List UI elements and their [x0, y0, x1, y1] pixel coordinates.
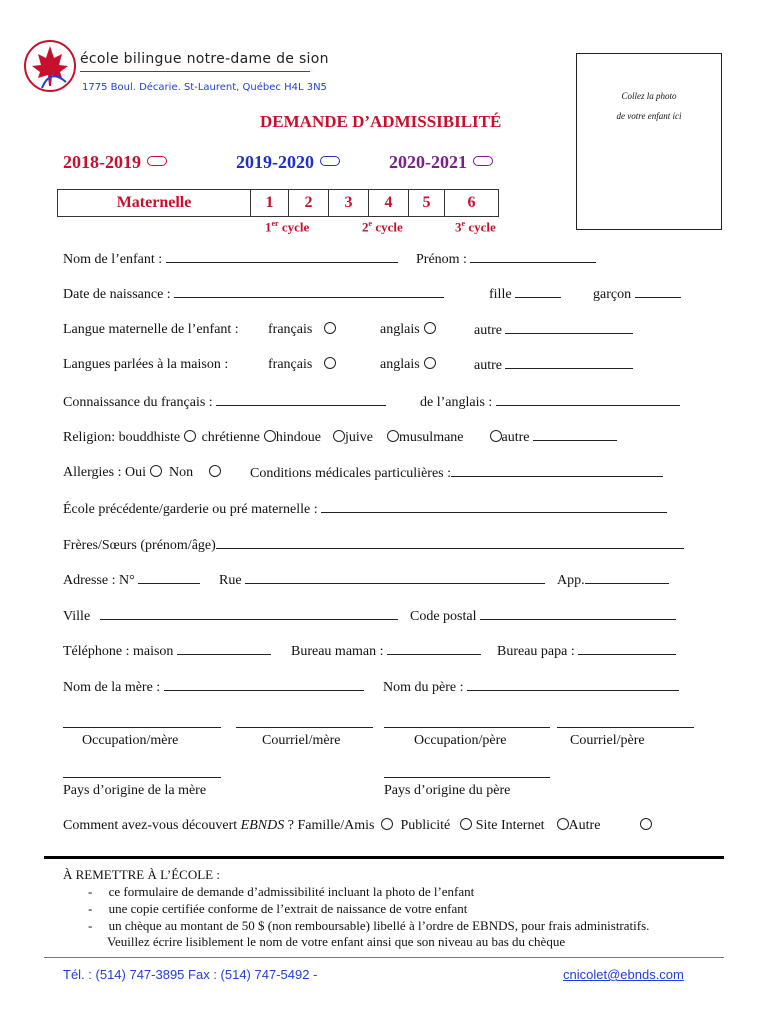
label-de-anglais: de l’anglais :	[420, 395, 493, 410]
label-connaissance-francais: Connaissance du français :	[63, 395, 213, 410]
level-grade-5[interactable]: 5	[409, 190, 445, 217]
row-nom-mere	[63, 679, 364, 696]
school-logo	[22, 38, 78, 94]
radio-icon[interactable]	[324, 357, 336, 369]
label-date-naissance: Date de naissance :	[63, 287, 171, 302]
label-hindoue: hindoue	[275, 430, 321, 445]
religion-autre-field[interactable]	[533, 429, 617, 441]
row-adresse	[63, 572, 200, 589]
cycle-3: 3e cycle	[455, 219, 496, 235]
row-freres	[63, 537, 684, 554]
level-grade-1[interactable]: 1	[251, 190, 289, 217]
prenom-field[interactable]	[470, 251, 596, 263]
option-lm-anglais[interactable]: anglais	[380, 322, 436, 338]
level-grade-2[interactable]: 2	[289, 190, 329, 217]
radio-icon[interactable]	[640, 818, 652, 830]
cycle-2: 2e cycle	[362, 219, 403, 235]
row-conditions	[250, 465, 663, 482]
section-divider	[44, 856, 724, 859]
radio-icon[interactable]	[333, 430, 345, 442]
radio-icon[interactable]	[381, 818, 393, 830]
option-lp-autre: autre	[474, 357, 633, 374]
year-option-3[interactable]	[389, 152, 493, 173]
row-ville	[63, 608, 398, 625]
ville-field[interactable]	[100, 608, 398, 620]
school-name: école bilingue notre-dame de sion	[80, 51, 329, 67]
lp-autre-field[interactable]	[505, 357, 633, 369]
row-date-naissance	[63, 286, 444, 303]
lm-autre-field[interactable]	[505, 322, 633, 334]
label-comment-ebnds: EBNDS	[240, 818, 285, 833]
pays-pere-field[interactable]	[384, 777, 550, 778]
row-religion	[63, 429, 617, 446]
radio-icon[interactable]	[424, 357, 436, 369]
connaissance-francais-field[interactable]	[216, 394, 386, 406]
year-label-1: 2018-2019	[63, 152, 141, 172]
row-code-postal	[410, 608, 676, 625]
date-naissance-field[interactable]	[174, 286, 444, 298]
cycle-1: 1er cycle	[265, 219, 310, 235]
label-ville: Ville	[63, 609, 91, 624]
label-bureau-papa: Bureau papa :	[497, 644, 575, 659]
label-garcon: garçon	[593, 287, 632, 302]
row-app	[557, 572, 669, 589]
radio-icon[interactable]	[264, 430, 276, 442]
label-courriel-mere: Courriel/mère	[262, 733, 341, 748]
year-label-2: 2019-2020	[236, 152, 314, 172]
label-adresse-numero: Adresse : N°	[63, 573, 135, 588]
photo-box-line1: Collez la photo	[621, 91, 677, 101]
row-prenom	[416, 251, 596, 268]
label-site-internet: Site Internet	[475, 818, 545, 833]
label-freres: Frères/Sœurs (prénom/âge)	[63, 538, 216, 553]
label-pays-pere: Pays d’origine du père	[384, 783, 511, 798]
nom-pere-field[interactable]	[467, 679, 679, 691]
row-allergies	[63, 465, 221, 481]
remettre-item-3: - un chèque au montant de 50 $ (non remboursable) libellé à l’ordre de EBNDS, pour frais administratifs.	[88, 918, 650, 933]
fille-field[interactable]	[515, 286, 561, 298]
year-checkbox-3[interactable]	[473, 156, 493, 166]
radio-icon[interactable]	[460, 818, 472, 830]
option-lm-autre: autre	[474, 322, 633, 339]
school-name-underline	[80, 71, 310, 72]
row-bureau-papa	[497, 643, 676, 660]
telephone-maison-field[interactable]	[177, 643, 271, 655]
label-nom-enfant: Nom de l’enfant :	[63, 252, 163, 267]
label-autre-source: Autre	[568, 818, 601, 833]
form-title: DEMANDE D’ADMISSIBILITÉ	[260, 112, 502, 131]
row-bureau-maman	[291, 643, 481, 660]
label-comment-suffix: ? Famille/Amis	[287, 818, 375, 833]
label-langues-maison: Langues parlées à la maison :	[63, 357, 229, 372]
photo-box	[576, 53, 722, 230]
remettre-item-2: - une copie certifiée conforme de l’extrait de naissance de votre enfant	[88, 901, 468, 916]
row-ecole-precedente	[63, 501, 667, 518]
label-allergies-non: Non	[168, 465, 194, 480]
label-juive: juive	[344, 430, 373, 445]
label-nom-mere: Nom de la mère :	[63, 680, 161, 695]
row-connaissance-francais	[63, 394, 386, 411]
freres-field[interactable]	[216, 537, 684, 549]
level-grade-6[interactable]: 6	[445, 190, 499, 217]
label-conditions: Conditions médicales particulières :	[250, 466, 452, 481]
label-comment-prefix: Comment avez-vous découvert	[63, 818, 238, 833]
label-fille: fille	[489, 287, 512, 302]
label-allergies-oui: Allergies : Oui	[63, 465, 146, 480]
school-address: 1775 Boul. Décarie. St-Laurent, Québec H4L 3N5	[82, 82, 327, 93]
label-chretienne: chrétienne	[201, 430, 260, 445]
app-field[interactable]	[585, 572, 669, 584]
label-ecole-precedente: École précédente/garderie ou pré maternelle :	[63, 502, 318, 517]
label-religion: Religion: bouddhiste	[63, 430, 181, 445]
row-nom-enfant	[63, 251, 398, 268]
radio-icon[interactable]	[557, 818, 569, 830]
rue-field[interactable]	[245, 572, 545, 584]
footer-phones: Tél. : (514) 747-3895 Fax : (514) 747-5492 -	[63, 967, 318, 982]
year-checkbox-2[interactable]	[320, 156, 340, 166]
remettre-note: Veuillez écrire lisiblement le nom de votre enfant ainsi que son niveau au bas du chèque	[107, 934, 566, 949]
label-langue-maternelle: Langue maternelle de l’enfant :	[63, 322, 239, 337]
label-occupation-pere: Occupation/père	[414, 733, 507, 748]
row-garcon	[593, 286, 681, 303]
nom-mere-field[interactable]	[164, 679, 364, 691]
year-checkbox-1[interactable]	[147, 156, 167, 166]
radio-icon[interactable]	[209, 465, 221, 477]
pays-mere-field[interactable]	[63, 777, 221, 778]
option-lm-francais[interactable]: français	[268, 322, 336, 338]
label-occupation-mere: Occupation/mère	[82, 733, 179, 748]
conditions-field[interactable]	[451, 465, 663, 477]
label-religion-autre: autre	[501, 430, 530, 445]
maple-leaf-logo-icon	[22, 38, 78, 94]
level-grade-3[interactable]: 3	[329, 190, 369, 217]
garcon-field[interactable]	[635, 286, 681, 298]
label-app: App.	[557, 573, 585, 588]
label-telephone: Téléphone : maison	[63, 644, 174, 659]
level-maternelle[interactable]: Maternelle	[58, 190, 251, 217]
row-comment-decouvert	[63, 818, 652, 834]
label-publicite: Publicité	[400, 818, 451, 833]
label-pays-mere: Pays d’origine de la mère	[63, 783, 207, 798]
radio-icon[interactable]	[490, 430, 502, 442]
label-courriel-pere: Courriel/père	[570, 733, 645, 748]
row-connaissance-anglais	[420, 394, 680, 411]
footer-email-link[interactable]: cnicolet@ebnds.com	[563, 967, 684, 982]
label-nom-pere: Nom du père :	[383, 680, 464, 695]
row-telephone	[63, 643, 271, 660]
radio-icon[interactable]	[150, 465, 162, 477]
label-code-postal: Code postal	[410, 609, 477, 624]
year-option-2[interactable]	[236, 152, 340, 173]
radio-icon[interactable]	[324, 322, 336, 334]
bureau-maman-field[interactable]	[387, 643, 481, 655]
label-musulmane: musulmane	[398, 430, 464, 445]
connaissance-anglais-field[interactable]	[496, 394, 680, 406]
footer-divider	[44, 957, 724, 958]
level-grade-4[interactable]: 4	[369, 190, 409, 217]
year-label-3: 2020-2021	[389, 152, 467, 172]
ecole-precedente-field[interactable]	[321, 501, 667, 513]
photo-box-line2: de votre enfant ici	[616, 111, 682, 121]
adresse-numero-field[interactable]	[138, 572, 200, 584]
row-rue	[219, 572, 545, 589]
label-prenom: Prénom :	[416, 252, 467, 267]
bureau-papa-field[interactable]	[578, 643, 676, 655]
option-lp-anglais[interactable]: anglais	[380, 357, 436, 373]
courriel-pere-field[interactable]	[557, 727, 694, 728]
remettre-item-1: - ce formulaire de demande d’admissibilité incluant la photo de l’enfant	[88, 884, 475, 899]
label-bureau-maman: Bureau maman :	[291, 644, 384, 659]
courriel-mere-field[interactable]	[236, 727, 373, 728]
code-postal-field[interactable]	[480, 608, 676, 620]
year-option-1[interactable]	[63, 152, 167, 173]
row-nom-pere	[383, 679, 679, 696]
occupation-mere-field[interactable]	[63, 727, 221, 728]
remettre-heading: À REMETTRE À L’ÉCOLE :	[63, 867, 220, 882]
levels-table	[57, 189, 499, 217]
radio-icon[interactable]	[184, 430, 196, 442]
nom-enfant-field[interactable]	[166, 251, 398, 263]
row-fille	[489, 286, 561, 303]
radio-icon[interactable]	[387, 430, 399, 442]
option-lp-francais[interactable]: français	[268, 357, 336, 373]
label-rue: Rue	[219, 573, 242, 588]
occupation-pere-field[interactable]	[384, 727, 550, 728]
radio-icon[interactable]	[424, 322, 436, 334]
